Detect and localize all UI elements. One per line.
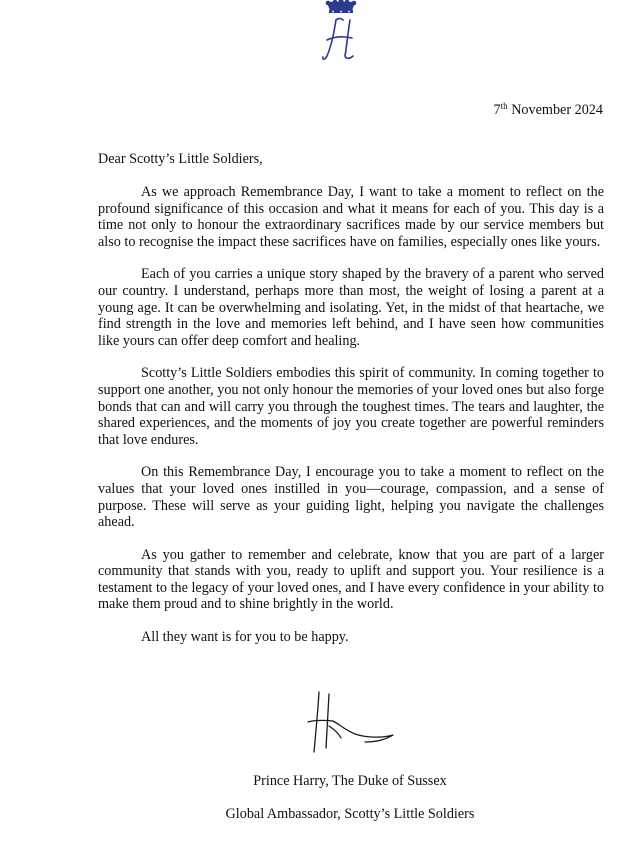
body-paragraph-6: All they want is for you to be happy. [141, 629, 349, 646]
date-month-year: November 2024 [507, 102, 603, 118]
body-paragraph-5: As you gather to remember and celebrate, know that you are part of a larger community that stands with you, ready to uplift and support you. Your resilience is a testament to the legacy of your loved ones, and I have every confidence in your ability to make them proud and to shine brightly in the world. [98, 546, 604, 613]
signature-title: Global Ambassador, Scotty’s Little Soldiers [225, 806, 475, 822]
body-paragraph-3: Scotty’s Little Soldiers embodies this spirit of community. In coming together to support one another, you not only honour the memories of your loved ones but also forge bonds that can and will carry you through the toughest times. The tears and laughter, the shared experiences, and the moments of joy you create together are powerful reminders that love endures. [98, 365, 604, 448]
letter-body [98, 184, 604, 662]
handwritten-signature [305, 690, 397, 756]
date-suffix: th [500, 101, 508, 111]
salutation: Dear Scotty’s Little Soldiers, [98, 151, 263, 167]
signature-name: Prince Harry, The Duke of Sussex [253, 773, 447, 789]
body-paragraph-2: Each of you carries a unique story shaped by the bravery of a parent who served our country. I understand, perhaps more than most, the weight of losing a parent at a young age. It can be overwhelming and isolating. Yet, in the midst of that heartache, we find strength in the love and memories left behind, and I have seen how communities like yours can offer deep comfort and healing. [98, 266, 604, 349]
date-day: 7 [493, 102, 501, 118]
body-paragraph-4: On this Remembrance Day, I encourage you to take a moment to reflect on the values that your loved ones instilled in you—courage, compassion, and a sense of purpose. These will serve as your guiding light, helping you navigate the challenges ahead. [98, 464, 604, 531]
letter-date [494, 102, 603, 119]
body-paragraph-1: As we approach Remembrance Day, I want to take a moment to reflect on the profound significance of this occasion and what it means for each of you. This day is a time not only to honour the extraordinary sacrifices made by our service members but also to recognise the impact these sacrifices have on families, especially ones like yours. [98, 184, 604, 250]
royal-monogram-icon [310, 0, 372, 64]
